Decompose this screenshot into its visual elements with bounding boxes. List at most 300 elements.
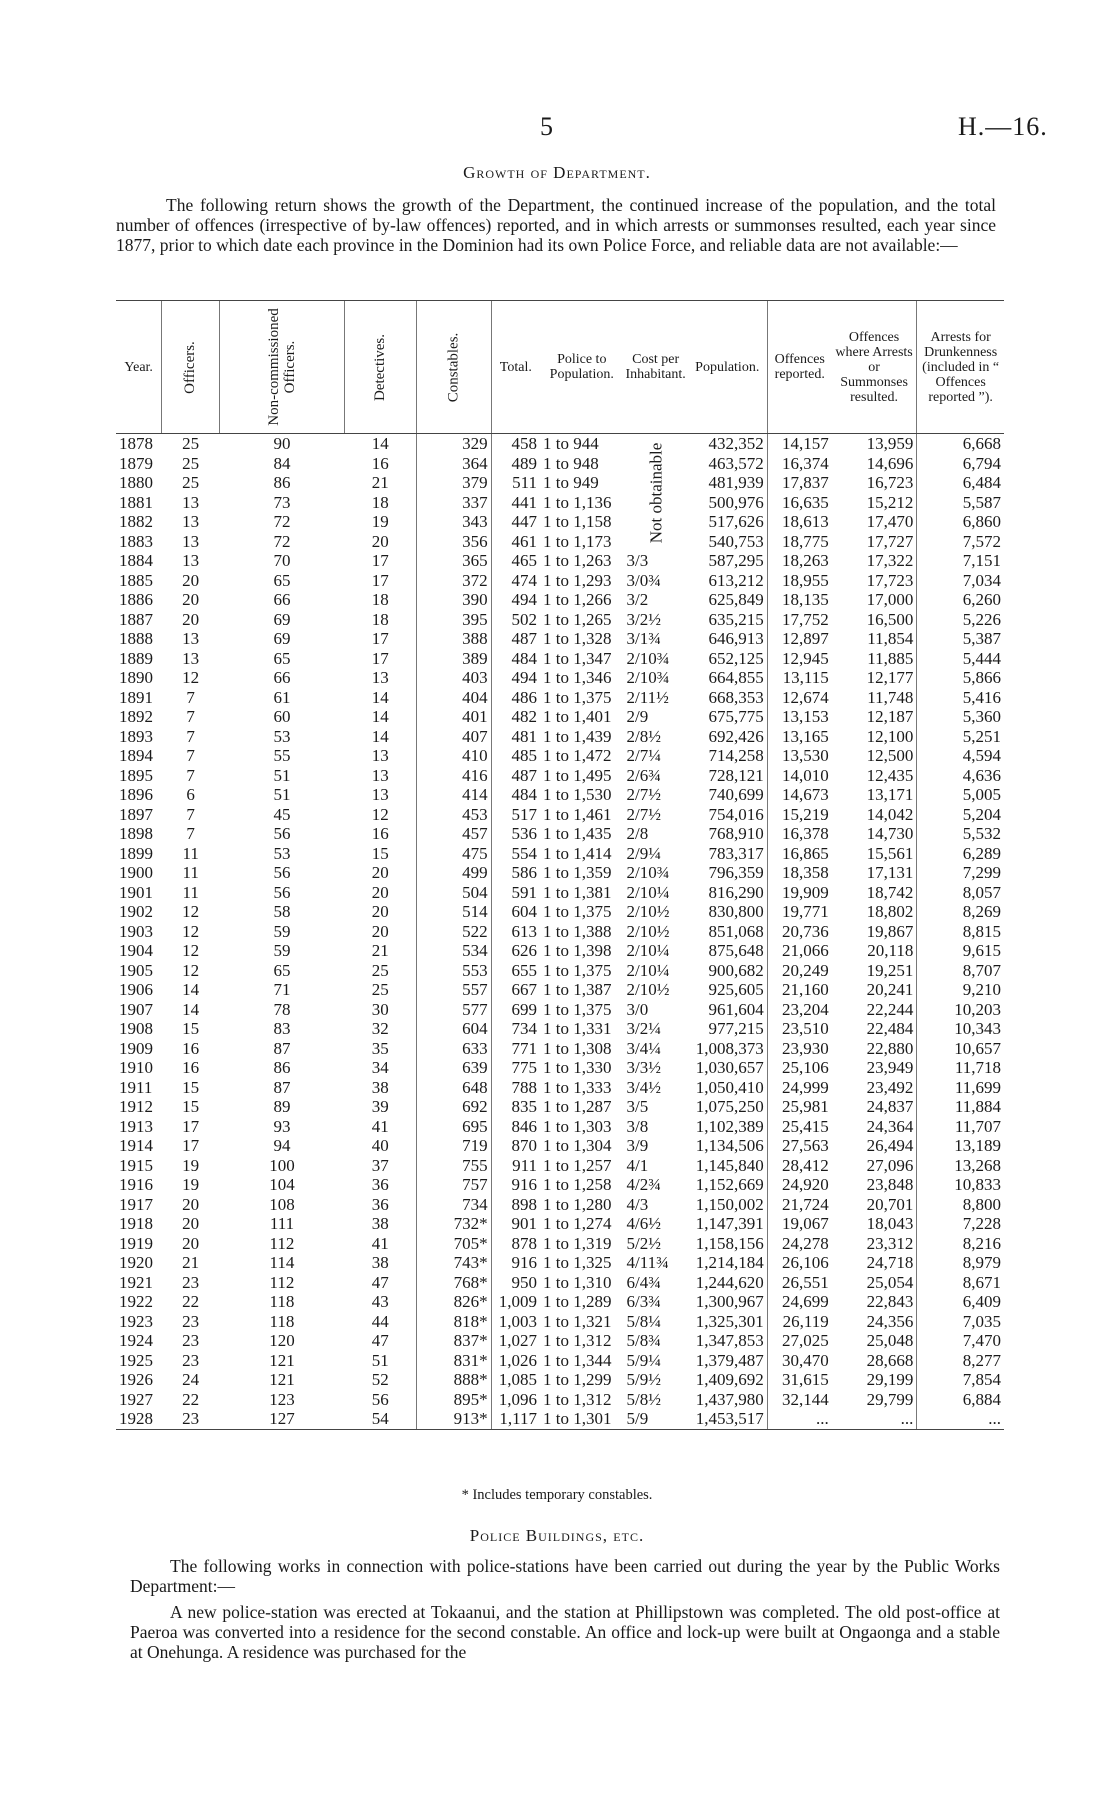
- cell-drunkenness: 6,260: [917, 590, 1004, 610]
- cell-officers: 20: [182, 1194, 200, 1214]
- cell-officers: 12: [182, 921, 200, 941]
- cell-police-to-population: 1 to 1,308: [543, 1038, 612, 1058]
- table-row: [116, 473, 1004, 493]
- cell-arrests-summonses: 19,251: [866, 960, 914, 980]
- table-row: [116, 1253, 1004, 1273]
- cell-year: 1903: [119, 921, 153, 941]
- cell-ncos: 87: [273, 1077, 291, 1097]
- cell-officers: 23: [182, 1331, 200, 1350]
- cell-total: 1,117: [491, 1409, 540, 1429]
- cell-arrests-summonses: 22,880: [866, 1038, 914, 1058]
- cell-officers: 17: [182, 1116, 200, 1136]
- cell-drunkenness: 6,860: [917, 512, 1004, 532]
- cell-population: 851,068: [708, 921, 764, 941]
- cell-arrests-summonses: 11,885: [867, 648, 914, 668]
- cell-police-to-population: 1 to 1,287: [543, 1097, 612, 1116]
- cell-cost-per-inhabitant: 5/9½: [626, 1370, 661, 1389]
- cell-police-to-population: 1 to 1,401: [543, 707, 612, 726]
- cell-detectives: 14: [371, 726, 389, 746]
- cell-total: 485: [491, 746, 540, 766]
- cell-ncos: 86: [273, 473, 291, 492]
- cell-total: 494: [491, 590, 540, 610]
- cell-ncos: 100: [269, 1155, 295, 1175]
- cell-detectives: 38: [371, 1077, 389, 1097]
- cell-cost-per-inhabitant: 5/9¼: [626, 1350, 661, 1370]
- cell-detectives: 20: [371, 882, 389, 902]
- cell-offences-reported: 32,144: [767, 1390, 832, 1410]
- cell-officers: 13: [182, 512, 200, 531]
- cell-arrests-summonses: 20,241: [866, 980, 914, 999]
- cell-offences-reported: 18,775: [767, 532, 832, 552]
- cell-detectives: 13: [371, 746, 389, 765]
- cell-detectives: 21: [371, 941, 389, 960]
- cell-offences-reported: 18,613: [767, 512, 832, 532]
- cell-population: 816,290: [708, 882, 764, 902]
- cell-ncos: 59: [273, 941, 291, 960]
- growth-table: [116, 300, 1004, 1430]
- cell-offences-reported: 18,358: [767, 863, 832, 883]
- cell-population: 664,855: [708, 668, 764, 687]
- cell-police-to-population: 1 to 1,530: [543, 785, 612, 804]
- cell-offences-reported: 12,945: [767, 649, 832, 669]
- cell-total: 1,003: [491, 1312, 540, 1332]
- cell-year: 1888: [119, 629, 153, 648]
- cell-total: 916: [491, 1253, 540, 1273]
- cell-detectives: 38: [371, 1214, 389, 1233]
- cell-population: 1,409,692: [695, 1370, 764, 1389]
- page-number: 5: [540, 112, 553, 141]
- cell-cost-per-inhabitant: 2/7½: [626, 804, 661, 824]
- cell-ncos: 111: [269, 1214, 295, 1233]
- col-header-constables-label: Constables.: [445, 332, 462, 402]
- cell-total: 447: [491, 512, 540, 532]
- cell-year: 1915: [119, 1155, 153, 1175]
- cell-total: 788: [491, 1078, 540, 1098]
- cell-detectives: 54: [344, 1409, 416, 1429]
- cell-constables: 407: [417, 727, 492, 747]
- cell-police-to-population: 1 to 1,330: [543, 1058, 612, 1077]
- cell-constables: 534: [417, 941, 492, 961]
- cell-arrests-summonses: 27,096: [866, 1155, 914, 1175]
- cell-detectives: 39: [371, 1097, 389, 1116]
- cell-year: 1884: [119, 551, 153, 570]
- cell-total: 613: [491, 922, 540, 942]
- cell-total: 1,096: [491, 1390, 540, 1410]
- cell-police-to-population: 1 to 1,346: [543, 668, 612, 687]
- cell-cost-per-inhabitant: 6/3¾: [626, 1292, 661, 1311]
- cell-arrests-summonses: 18,742: [866, 882, 914, 902]
- cell-offences-reported: 18,263: [767, 551, 832, 571]
- cell-population: 1,152,669: [695, 1175, 764, 1194]
- cell-police-to-population: 1 to 1,158: [543, 512, 612, 531]
- cell-population: 1,150,002: [695, 1194, 764, 1214]
- cell-offences-reported: 12,674: [767, 688, 832, 708]
- cell-cost-per-inhabitant: 2/7¼: [626, 746, 661, 765]
- cell-drunkenness: 5,587: [917, 493, 1004, 513]
- cell-population: 1,008,373: [695, 1038, 764, 1058]
- cell-police-to-population: 1 to 1,301: [540, 1409, 624, 1429]
- cell-offences-reported: 26,119: [767, 1312, 832, 1332]
- cell-officers: 19: [182, 1155, 200, 1175]
- cell-detectives: 56: [371, 1389, 389, 1409]
- cell-constables: 414: [417, 785, 492, 805]
- cell-ncos: 93: [273, 1116, 291, 1136]
- cell-police-to-population: 1 to 1,289: [543, 1292, 612, 1311]
- cell-ncos: 70: [273, 551, 291, 570]
- cell-drunkenness: 7,228: [917, 1214, 1004, 1234]
- cell-constables: 818*: [417, 1312, 492, 1332]
- cell-year: 1885: [119, 570, 153, 590]
- cell-cost-per-inhabitant: 6/4¾: [626, 1272, 661, 1292]
- cell-arrests-summonses: 18,802: [866, 902, 914, 921]
- col-header-officers-label: Officers.: [182, 340, 199, 394]
- cell-police-to-population: 1 to 1,266: [543, 590, 612, 609]
- cell-year: 1906: [119, 980, 153, 999]
- cell-constables: 453: [417, 805, 492, 825]
- col-header-ncos: [219, 301, 344, 434]
- cell-cost-per-inhabitant: 2/10¾: [626, 648, 670, 668]
- cell-year: 1923: [119, 1311, 153, 1331]
- cell-total: 458: [491, 434, 540, 454]
- table-row: [116, 610, 1004, 630]
- cell-year: 1913: [119, 1116, 153, 1136]
- cell-detectives: 25: [371, 980, 389, 999]
- cell-total: 465: [491, 551, 540, 571]
- cell-population: 783,317: [708, 843, 764, 863]
- cell-year: 1894: [119, 746, 153, 765]
- table-row: [116, 1312, 1004, 1332]
- cell-drunkenness: 9,615: [917, 941, 1004, 961]
- cell-arrests-summonses: 16,723: [866, 473, 914, 492]
- cell-constables: 365: [417, 551, 492, 571]
- table-row: [116, 824, 1004, 844]
- cell-arrests-summonses: 22,484: [866, 1019, 914, 1038]
- cell-ncos: 58: [273, 902, 291, 921]
- cell-year: 1926: [119, 1370, 153, 1389]
- cell-constables: 404: [417, 688, 492, 708]
- cell-offences-reported: 14,010: [767, 766, 832, 786]
- cell-cost-per-inhabitant: 5/8½: [626, 1389, 661, 1409]
- cell-police-to-population: 1 to 1,328: [543, 629, 612, 648]
- cell-police-to-population: 1 to 1,472: [543, 746, 612, 765]
- cell-police-to-population: 1 to 1,387: [543, 980, 612, 999]
- cell-constables: 514: [417, 902, 492, 922]
- cell-ncos: 123: [269, 1389, 295, 1409]
- cell-drunkenness: 5,416: [917, 688, 1004, 708]
- cell-officers: 25: [182, 473, 200, 492]
- cell-detectives: 18: [371, 590, 389, 609]
- col-header-officers: [162, 301, 220, 434]
- table-row: [116, 1117, 1004, 1137]
- cell-police-to-population: 1 to 944: [543, 434, 599, 453]
- cell-ncos: 61: [273, 687, 291, 707]
- cell-police-to-population: 1 to 1,173: [543, 531, 612, 551]
- cell-constables: 692: [417, 1097, 492, 1117]
- cell-population: 1,158,156: [695, 1233, 764, 1253]
- cell-arrests-summonses: 20,118: [867, 941, 914, 960]
- cell-total: 1,026: [491, 1351, 540, 1371]
- cell-drunkenness: 7,854: [917, 1370, 1004, 1390]
- cell-cost-per-inhabitant: 3/4½: [626, 1077, 661, 1097]
- cell-police-to-population: 1 to 1,321: [543, 1311, 612, 1331]
- cell-detectives: 19: [371, 512, 389, 531]
- cell-drunkenness: 8,671: [917, 1273, 1004, 1293]
- cell-offences-reported: 13,530: [767, 746, 832, 766]
- cell-ncos: 120: [269, 1331, 295, 1350]
- table-row: [116, 1156, 1004, 1176]
- cell-offences-reported: 16,865: [767, 844, 832, 864]
- cell-cost-per-inhabitant: 5/9: [624, 1409, 688, 1429]
- cell-total: 898: [491, 1195, 540, 1215]
- cell-population: 625,849: [708, 590, 764, 609]
- cell-offences-reported: 21,724: [767, 1195, 832, 1215]
- cell-detectives: 17: [371, 629, 389, 648]
- col-header-police-to-population: Police to Population.: [540, 301, 624, 434]
- cell-officers: 23: [162, 1409, 220, 1429]
- cell-cost-not-obtainable: [624, 434, 688, 552]
- table-header-row: [116, 301, 1004, 434]
- cell-ncos: 84: [273, 453, 291, 473]
- cell-year: 1908: [119, 1019, 153, 1038]
- cell-detectives: 14: [371, 687, 389, 707]
- col-header-year: Year.: [116, 301, 162, 434]
- cell-drunkenness: 8,269: [917, 902, 1004, 922]
- cell-arrests-summonses: 16,500: [866, 609, 914, 629]
- table-row: [116, 688, 1004, 708]
- cell-year: 1893: [119, 726, 153, 746]
- cell-cost-per-inhabitant: 2/9¼: [626, 843, 661, 863]
- table-row: [116, 805, 1004, 825]
- cell-police-to-population: 1 to 1,263: [543, 551, 612, 570]
- cell-population: 1,050,410: [695, 1077, 764, 1097]
- table-row: [116, 883, 1004, 903]
- cell-police-to-population: 1 to 1,303: [543, 1116, 612, 1136]
- cell-population: 728,121: [708, 765, 764, 785]
- cell-cost-per-inhabitant: 2/8: [626, 824, 649, 843]
- cell-drunkenness: 13,268: [917, 1156, 1004, 1176]
- cell-arrests-summonses: 23,312: [866, 1233, 914, 1253]
- cell-officers: 22: [182, 1389, 200, 1409]
- cell-cost-per-inhabitant: 3/0¾: [626, 570, 661, 590]
- table-row: [116, 649, 1004, 669]
- table-row: [116, 1058, 1004, 1078]
- cell-cost-per-inhabitant: 3/8: [626, 1116, 649, 1136]
- table-row: [116, 629, 1004, 649]
- cell-arrests-summonses: 15,212: [866, 492, 914, 512]
- cell-arrests-summonses: 11,748: [867, 687, 914, 707]
- cell-constables: 410: [417, 746, 492, 766]
- cell-officers: 12: [182, 941, 200, 960]
- cell-ncos: 104: [269, 1175, 295, 1194]
- cell-officers: 11: [182, 843, 199, 863]
- cell-ncos: 112: [269, 1233, 295, 1253]
- cell-drunkenness: 10,343: [917, 1019, 1004, 1039]
- cell-total: 775: [491, 1058, 540, 1078]
- cell-ncos: 94: [273, 1136, 291, 1155]
- table-row: [116, 844, 1004, 864]
- cell-constables: 553: [417, 961, 492, 981]
- cell-constables: 732*: [417, 1214, 492, 1234]
- cell-drunkenness: 10,833: [917, 1175, 1004, 1195]
- cell-police-to-population: 1 to 1,319: [543, 1233, 612, 1253]
- cell-police-to-population: 1 to 1,136: [543, 492, 612, 512]
- cell-total: 481: [491, 727, 540, 747]
- cell-offences-reported: 18,135: [767, 590, 832, 610]
- cell-drunkenness: 5,444: [917, 649, 1004, 669]
- cell-arrests-summonses: 14,730: [866, 824, 914, 843]
- cell-officers: 13: [182, 551, 200, 570]
- cell-year: 1909: [119, 1038, 153, 1058]
- cell-constables: 379: [417, 473, 492, 493]
- cell-officers: 20: [182, 1214, 200, 1233]
- cell-constables: 356: [417, 532, 492, 552]
- cell-police-to-population: 1 to 1,359: [543, 863, 612, 882]
- cell-year: 1887: [119, 609, 153, 629]
- cell-offences-reported: 23,204: [767, 1000, 832, 1020]
- table-row: [116, 746, 1004, 766]
- cell-detectives: 47: [371, 1331, 389, 1350]
- cell-officers: 7: [186, 687, 195, 707]
- cell-constables: 416: [417, 766, 492, 786]
- cell-police-to-population: 1 to 1,299: [543, 1370, 612, 1389]
- table-row: [116, 980, 1004, 1000]
- cell-drunkenness: 11,699: [917, 1078, 1004, 1098]
- cell-drunkenness: 11,707: [917, 1117, 1004, 1137]
- cell-police-to-population: 1 to 1,304: [543, 1136, 612, 1155]
- cell-offences-reported: 31,615: [767, 1370, 832, 1390]
- cell-offences-reported: 13,165: [767, 727, 832, 747]
- table-row: [116, 707, 1004, 727]
- cell-constables: 389: [417, 649, 492, 669]
- cell-year: 1925: [119, 1350, 153, 1370]
- cell-police-to-population: 1 to 1,274: [543, 1214, 612, 1233]
- cell-total: 484: [491, 649, 540, 669]
- cell-population: 740,699: [708, 785, 764, 804]
- cell-offences-reported: 19,771: [767, 902, 832, 922]
- table-row: [116, 1000, 1004, 1020]
- section-title-buildings: Police Buildings, etc.: [469, 1526, 645, 1545]
- cell-police-to-population: 1 to 949: [543, 473, 599, 492]
- cell-population: 714,258: [708, 746, 764, 765]
- cell-drunkenness: 9,210: [917, 980, 1004, 1000]
- cell-police-to-population: 1 to 1,435: [543, 824, 612, 843]
- cell-constables: 390: [417, 590, 492, 610]
- cell-population: 635,215: [708, 609, 764, 629]
- cell-year: 1918: [119, 1214, 153, 1233]
- cell-year: 1891: [119, 687, 153, 707]
- cell-offences-reported: 16,635: [767, 493, 832, 513]
- cell-police-to-population: 1 to 1,375: [543, 902, 612, 921]
- intro-paragraph: The following return shows the growth of the Department, the continued increase of the population, and the total number of offences (irrespective of by-law offences) reported, and in which arrests or summonses resulted, each year since 1877, prior to which date each province in the Dominion had its own Police Force, and reliable data are not available:—: [116, 195, 996, 255]
- cell-detectives: 43: [371, 1292, 389, 1311]
- cell-arrests-summonses: 17,131: [866, 863, 914, 882]
- cell-ncos: 108: [269, 1194, 295, 1214]
- cell-population: 1,244,620: [695, 1272, 764, 1292]
- cell-drunkenness: 8,216: [917, 1234, 1004, 1254]
- cell-cost-per-inhabitant: 2/10¼: [626, 960, 670, 980]
- cell-total: 474: [491, 571, 540, 591]
- cell-detectives: 14: [371, 434, 389, 453]
- cell-ncos: 56: [273, 882, 291, 902]
- col-header-arrests-summonses: Offences where Arrests or Summonses resulted.: [832, 301, 917, 434]
- cell-drunkenness: 4,594: [917, 746, 1004, 766]
- cell-constables: 695: [417, 1117, 492, 1137]
- cell-total: 554: [491, 844, 540, 864]
- cell-constables: 826*: [417, 1292, 492, 1312]
- cell-officers: 16: [182, 1038, 200, 1058]
- cell-detectives: 14: [371, 707, 389, 726]
- cell-arrests-summonses: 12,500: [866, 746, 914, 765]
- cell-arrests-summonses: 29,799: [866, 1389, 914, 1409]
- table-row: [116, 941, 1004, 961]
- cell-police-to-population: 1 to 1,310: [543, 1272, 612, 1292]
- cell-offences-reported: 25,106: [767, 1058, 832, 1078]
- col-header-drunkenness: Arrests for Drunkenness (included in “ Offences reported ”).: [917, 301, 1004, 434]
- cell-ncos: 53: [273, 726, 291, 746]
- cell-officers: 7: [186, 804, 195, 824]
- cell-offences-reported: 27,563: [767, 1136, 832, 1156]
- cell-total: 586: [491, 863, 540, 883]
- cell-drunkenness: 7,572: [917, 532, 1004, 552]
- cell-constables: 639: [417, 1058, 492, 1078]
- cell-total: 591: [491, 883, 540, 903]
- cell-ncos: 121: [269, 1370, 295, 1389]
- cell-officers: 6: [186, 785, 195, 804]
- cell-arrests-summonses: 20,701: [866, 1194, 914, 1214]
- table-row: [116, 590, 1004, 610]
- cell-constables: 329: [417, 434, 492, 454]
- cell-constables: 633: [417, 1039, 492, 1059]
- cell-drunkenness: 5,005: [917, 785, 1004, 805]
- cell-population: 1,030,657: [695, 1058, 764, 1077]
- cell-cost-per-inhabitant: 2/10½: [626, 902, 670, 921]
- cell-total: 482: [491, 707, 540, 727]
- cell-detectives: 20: [371, 921, 389, 941]
- cell-ncos: 73: [273, 492, 291, 512]
- cell-detectives: 40: [371, 1136, 389, 1155]
- cell-ncos: 86: [273, 1058, 291, 1077]
- cell-offences-reported: 17,752: [767, 610, 832, 630]
- cell-detectives: 13: [371, 785, 389, 804]
- cell-total: 604: [491, 902, 540, 922]
- cell-year: 1910: [119, 1058, 153, 1077]
- cell-arrests-summonses: 23,949: [866, 1058, 914, 1077]
- cell-arrests-summonses: 25,048: [866, 1331, 914, 1350]
- cell-drunkenness: 7,035: [917, 1312, 1004, 1332]
- cell-officers: 23: [182, 1272, 200, 1292]
- cell-population: 1,300,967: [695, 1292, 764, 1311]
- cell-offences-reported: 26,551: [767, 1273, 832, 1293]
- cell-arrests-summonses: 24,718: [866, 1253, 914, 1272]
- cell-population: 613,212: [708, 570, 764, 590]
- cell-total: 1,009: [491, 1292, 540, 1312]
- cell-detectives: 16: [371, 824, 389, 843]
- cell-year: 1927: [119, 1389, 153, 1409]
- cell-officers: 20: [182, 570, 200, 590]
- cell-police-to-population: 1 to 1,280: [543, 1194, 612, 1214]
- cell-drunkenness: 7,470: [917, 1331, 1004, 1351]
- cell-arrests-summonses: 22,843: [866, 1292, 914, 1311]
- cell-constables: 888*: [417, 1370, 492, 1390]
- cell-officers: 7: [186, 765, 195, 785]
- cell-officers: 11: [182, 863, 199, 882]
- table-row: [116, 961, 1004, 981]
- cell-ncos: 69: [273, 609, 291, 629]
- cell-offences-reported: ...: [767, 1409, 832, 1429]
- cell-year: 1881: [119, 492, 153, 512]
- cell-population: 668,353: [708, 687, 764, 707]
- cell-arrests-summonses: 12,100: [866, 726, 914, 746]
